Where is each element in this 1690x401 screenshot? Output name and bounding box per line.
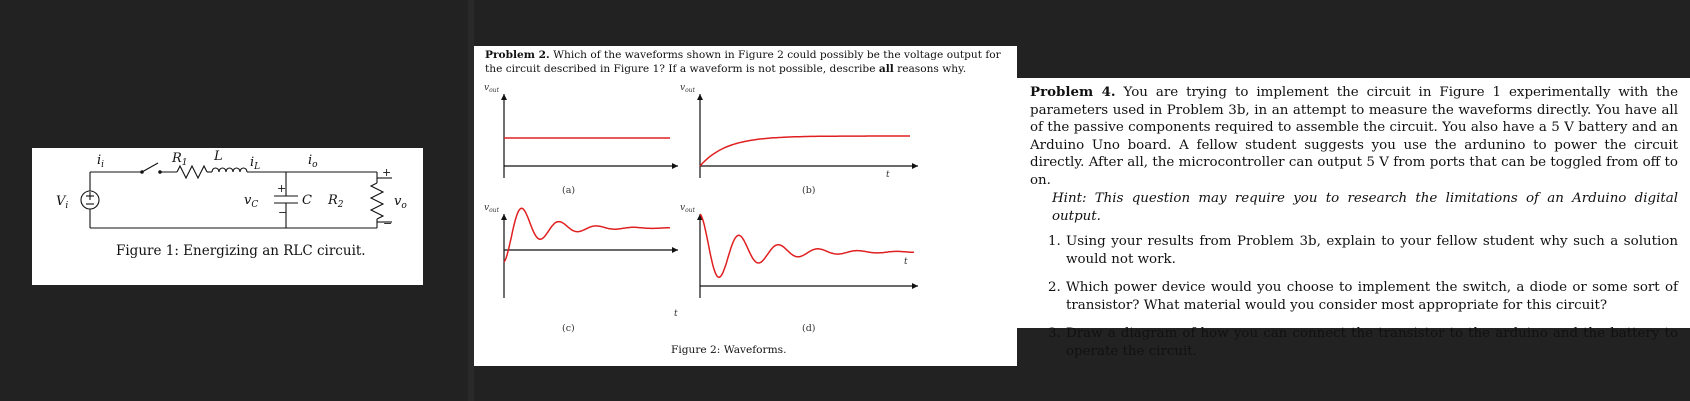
problem4-item-text: Using your results from Problem 3b, explain to your fellow student why such a solution would not work. [1066, 234, 1678, 267]
label-vc: $v_C$ [244, 193, 259, 210]
axis-label-vout: $v_{out}$ [680, 203, 695, 214]
label-c: C [302, 193, 312, 208]
figure1-caption: Figure 1: Energizing an RLC circuit. [116, 243, 366, 259]
waveform-curve [700, 136, 910, 166]
waveforms-figure [474, 46, 1017, 366]
axis-label-t: t [674, 309, 678, 319]
figure1-panel [32, 148, 423, 285]
problem2-bold-word: all [878, 63, 894, 75]
switch-symbol [142, 163, 158, 172]
problem4-hint: Hint: This question may require you to research the limitations of an Arduino digital output. [1052, 191, 1678, 224]
axis-label-vout: $v_{out}$ [484, 203, 499, 214]
problem2-text-b: reasons why. [897, 63, 967, 75]
problem4-item [1030, 279, 1678, 314]
axis-x-arrow [912, 283, 918, 289]
panel-label: (a) [562, 185, 576, 196]
problem4-intro-text: You are trying to implement the circuit in Figure 1 experimentally with the parameters used in Problem 3b, in an attempt to measure the waveforms directly. You have all of the passive components required to assemble the circuit. You also have a 5 V battery and an Arduino Uno board. A fellow student suggests you use the ardunino to power the circuit directly. After all, the microcontroller can output 5 V from ports that can be toggled from off to on. [1030, 85, 1679, 188]
problem4-panel [1017, 78, 1690, 359]
axis-label-vout-sub: out [685, 87, 695, 94]
vo-plus-sign: + [382, 166, 392, 179]
problem4-list [1030, 233, 1678, 360]
problem4-item-number: 2. [1048, 280, 1061, 295]
problem4-body [1030, 84, 1678, 371]
problem2-text-a: Which of the waveforms shown in Figure 2 could possibly be the voltage output for the circuit described in Figure 1? If a waveform is not possible, describe [485, 49, 1001, 75]
problem2-heading: Problem 2. [485, 49, 550, 61]
panel-label: (d) [802, 323, 816, 334]
axis-x-arrow [672, 163, 678, 169]
label-vi: $V_i$ [56, 194, 69, 211]
axis-y-arrow [501, 94, 507, 100]
label-il: $i_L$ [250, 155, 261, 172]
axis-label-vout-sub: out [489, 87, 499, 94]
label-io: $i_o$ [308, 153, 318, 170]
axis-x-arrow [912, 163, 918, 169]
axis-label-t: t [904, 257, 908, 267]
waveform-curve [504, 208, 670, 262]
problem4-item-number: 3. [1048, 326, 1061, 341]
axis-label-vout-sub: out [685, 207, 695, 214]
inductor-symbol [212, 168, 247, 172]
label-vo: $v_o$ [394, 194, 407, 211]
problem4-item [1030, 325, 1678, 360]
problem4-heading: Problem 4. [1030, 84, 1116, 100]
problem2-panel [474, 46, 1017, 366]
problem4-item [1030, 233, 1678, 268]
panel-label: (b) [802, 185, 816, 196]
cap-minus-sign: − [278, 206, 288, 219]
axis-label-vout: $v_{out}$ [484, 83, 499, 94]
vo-minus-sign: − [383, 217, 393, 230]
waveform-curve [700, 214, 914, 277]
panel-label: (c) [562, 323, 575, 334]
axis-y-arrow [697, 94, 703, 100]
problem4-item-text: Which power device would you choose to implement the switch, a diode or some sort of transistor? What material would you consider most appropriate for this circuit? [1066, 280, 1678, 313]
problem4-item-number: 1. [1048, 234, 1061, 249]
label-l: L [214, 149, 223, 164]
axis-label-vout-sub: out [489, 207, 499, 214]
label-r1: $R_1$ [172, 151, 188, 168]
rlc-circuit-diagram [32, 148, 423, 285]
problem4-intro [1030, 84, 1678, 189]
axis-x-arrow [672, 247, 678, 253]
figure2-caption: Figure 2: Waveforms. [671, 344, 787, 356]
resistor-r2-symbol [371, 183, 383, 219]
axis-y-arrow [501, 214, 507, 220]
label-r2: $R_2$ [328, 193, 344, 210]
problem4-item-text: Draw a diagram of how you can connect the transistor to the arduino and the battery to operate the circuit. [1066, 326, 1678, 359]
label-ii: $i_i$ [97, 153, 105, 170]
axis-label-t: t [886, 170, 890, 180]
cap-plus-sign: + [277, 182, 287, 195]
axis-label-vout: $v_{out}$ [680, 83, 695, 94]
